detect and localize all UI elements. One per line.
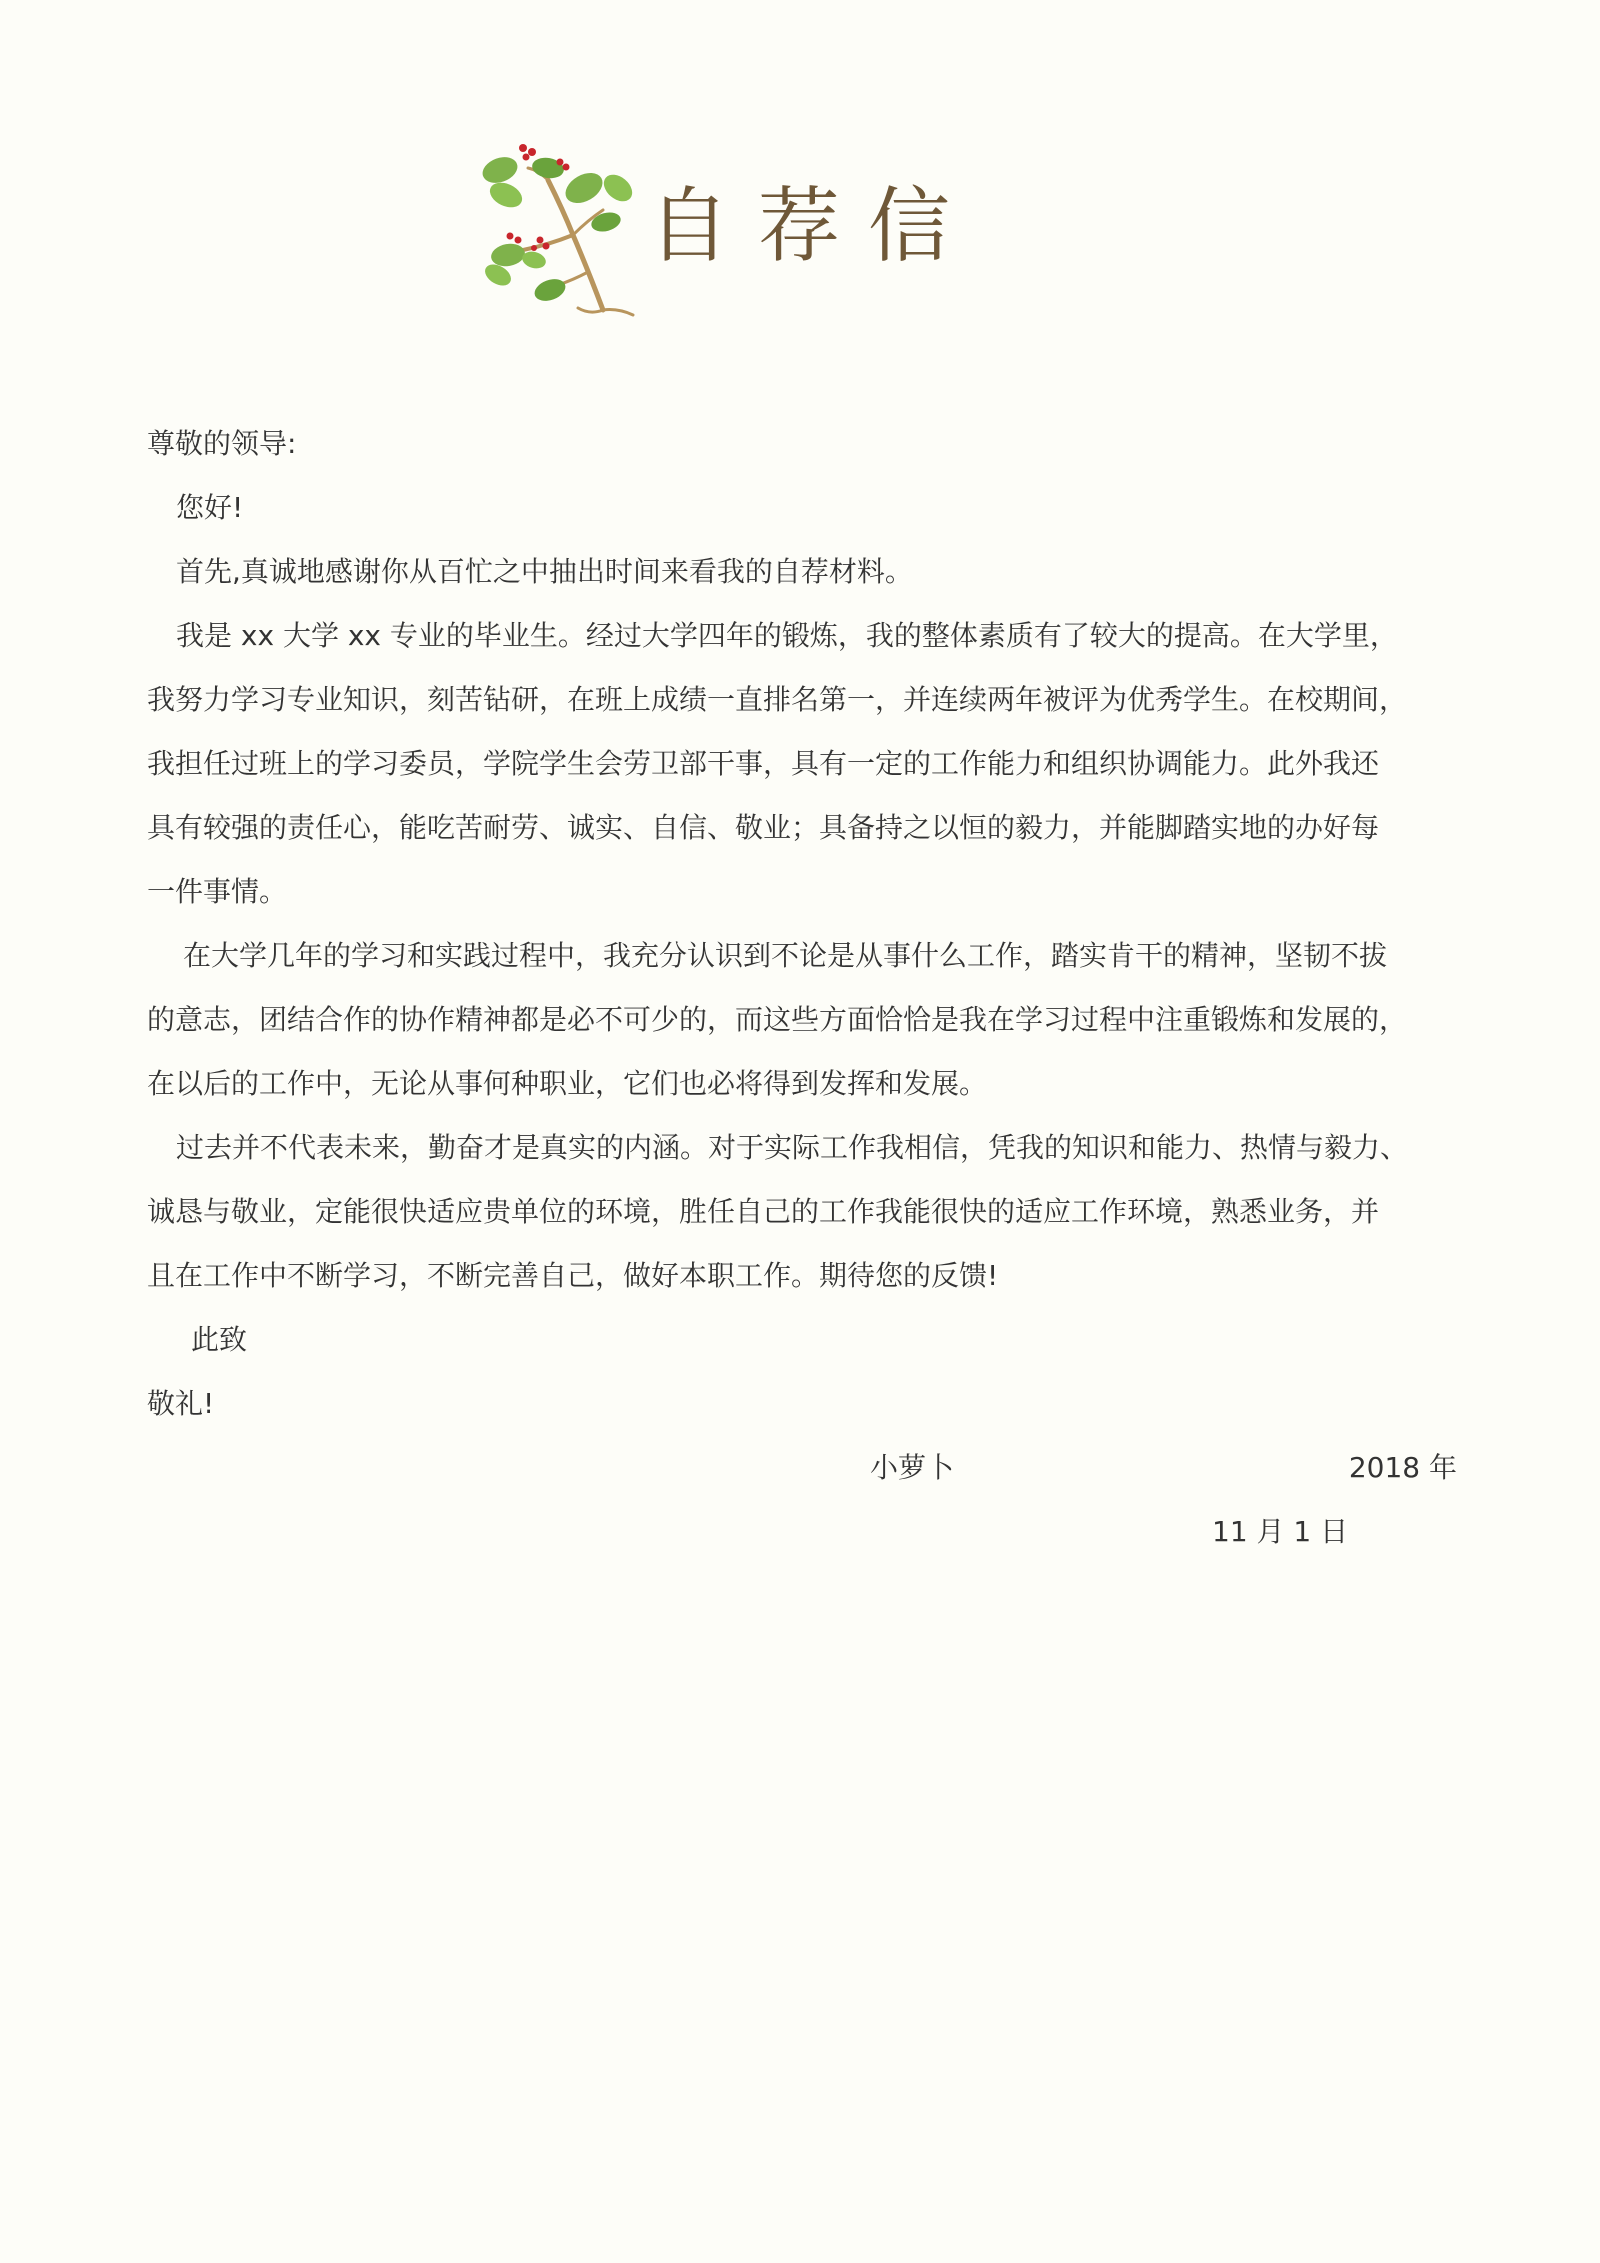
signature-row [147, 1436, 1467, 1500]
paragraph-3-line: 在以后的工作中，无论从事何种职业，它们也必将得到发挥和发展。 [147, 1067, 988, 1100]
paragraph-3-line: 的意志，团结合作的协作精神都是必不可少的，而这些方面恰恰是我在学习过程中注重锻炼和发展的， [147, 1003, 1408, 1036]
letter-body [147, 412, 1467, 1564]
paragraph-2-line: 我担任过班上的学习委员，学院学生会劳卫部干事，具有一定的工作能力和组织协调能力。此外我还 [147, 747, 1380, 780]
letter-title: 自荐信 [648, 179, 979, 274]
paragraph-2-line: 一件事情。 [147, 875, 288, 908]
signature-date: 11 月 1 日 [1212, 1515, 1349, 1548]
paragraph-4-line: 诚恳与敬业，定能很快适应贵单位的环境，胜任自己的工作我能很快的适应工作环境，熟悉业务，并 [147, 1195, 1380, 1228]
plant-illustration-icon [478, 140, 648, 320]
paragraph-4-line: 过去并不代表未来，勤奋才是真实的内涵。对于实际工作我相信，凭我的知识和能力、热情与毅力、 [176, 1131, 1409, 1164]
paragraph-4-line: 且在工作中不断学习，不断完善自己，做好本职工作。期待您的反馈! [147, 1259, 999, 1292]
salutation: 尊敬的领导: [147, 427, 297, 460]
paragraph-2-line: 具有较强的责任心，能吃苦耐劳、诚实、自信、敬业；具备持之以恒的毅力，并能脚踏实地的办好每 [147, 811, 1380, 844]
closing-regards: 此致 [191, 1323, 248, 1356]
paragraph-2-line: 我努力学习专业知识，刻苦钻研，在班上成绩一直排名第一，并连续两年被评为优秀学生。在校期间， [147, 683, 1408, 716]
letter-header [478, 140, 998, 320]
paragraph-2-line: 我是 xx 大学 xx 专业的毕业生。经过大学四年的锻炼，我的整体素质有了较大的提高。在大学里， [176, 619, 1398, 652]
greeting: 您好! [176, 491, 244, 524]
signer-name: 小萝卜 [870, 1451, 955, 1484]
paragraph-1: 首先,真诚地感谢你从百忙之中抽出时间来看我的自荐材料。 [176, 555, 913, 588]
closing-salute: 敬礼! [147, 1387, 215, 1420]
paragraph-3-line: 在大学几年的学习和实践过程中，我充分认识到不论是从事什么工作，踏实肯干的精神，坚韧不拔 [183, 939, 1388, 972]
signature-date-row [147, 1500, 1467, 1564]
signature-year: 2018 年 [1348, 1451, 1457, 1484]
